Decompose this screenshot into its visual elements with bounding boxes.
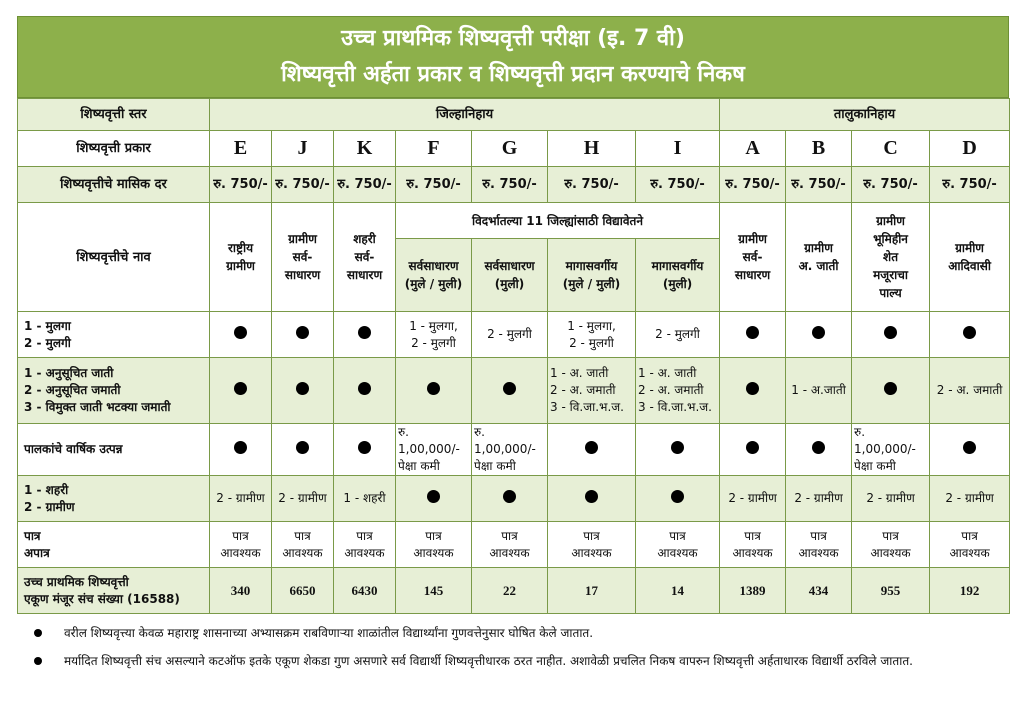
name-D: ग्रामीण आदिवासी xyxy=(930,203,1010,312)
eligible-F: पात्र आवश्यक xyxy=(396,522,472,568)
rate-K: रु. 750/- xyxy=(334,167,396,203)
name-A: ग्रामीण सर्व- साधारण xyxy=(720,203,786,312)
gender-row xyxy=(18,312,1010,358)
dot-icon xyxy=(503,490,516,503)
bullet-icon xyxy=(34,657,42,665)
area-F xyxy=(396,476,472,522)
income-K xyxy=(334,424,396,476)
caste-C xyxy=(852,358,930,424)
criteria-table xyxy=(17,98,1010,614)
area-G xyxy=(472,476,548,522)
dot-icon xyxy=(234,326,247,339)
caste-F xyxy=(396,358,472,424)
name-row-top xyxy=(18,203,1010,239)
bullet-icon xyxy=(34,629,42,637)
note-2-text: मर्यादित शिष्यवृत्ती संच असल्याने कटऑफ इतके एकूण शेकडा गुण असणारे सर्व विद्यार्थी शिष्यवृत्तीधारक ठरत नाहीत. अशावेळी प्रचलित निकष वापरुन शिष्यवृत्ती अर्हताधारक विद्यार्थी ठरविले जातात. xyxy=(64,654,913,668)
area-I xyxy=(636,476,720,522)
caste-label: 1 - अनुसूचित जाती 2 - अनुसूचित जमाती 3 - विमुक्त जाती भटक्या जमाती xyxy=(18,358,210,424)
income-F: रु. 1,00,000/- पेक्षा कमी xyxy=(396,424,472,476)
rate-F: रु. 750/- xyxy=(396,167,472,203)
name-I: मागासवर्गीय (मुली) xyxy=(636,239,720,312)
dot-icon xyxy=(884,326,897,339)
gender-B xyxy=(786,312,852,358)
income-E xyxy=(210,424,272,476)
dot-icon xyxy=(358,382,371,395)
income-J xyxy=(272,424,334,476)
rate-label: शिष्यवृत्तीचे मासिक दर xyxy=(18,167,210,203)
name-C: ग्रामीण भूमिहीन शेत मजूराचा पाल्य xyxy=(852,203,930,312)
dot-icon xyxy=(358,441,371,454)
dot-icon xyxy=(812,326,825,339)
type-row xyxy=(18,131,1010,167)
caste-B: 1 - अ.जाती xyxy=(786,358,852,424)
level-row xyxy=(18,99,1010,131)
name-F: सर्वसाधारण (मुले / मुली) xyxy=(396,239,472,312)
rate-E: रु. 750/- xyxy=(210,167,272,203)
caste-A xyxy=(720,358,786,424)
level-label: शिष्यवृत्ती स्तर xyxy=(18,99,210,131)
dot-icon xyxy=(427,490,440,503)
type-I: I xyxy=(636,131,720,167)
area-row xyxy=(18,476,1010,522)
sets-K: 6430 xyxy=(334,568,396,614)
sets-row xyxy=(18,568,1010,614)
area-B: 2 - ग्रामीण xyxy=(786,476,852,522)
name-K: शहरी सर्व- साधारण xyxy=(334,203,396,312)
dot-icon xyxy=(746,326,759,339)
caste-G xyxy=(472,358,548,424)
area-A: 2 - ग्रामीण xyxy=(720,476,786,522)
type-J: J xyxy=(272,131,334,167)
dot-icon xyxy=(963,326,976,339)
eligible-K: पात्र आवश्यक xyxy=(334,522,396,568)
type-K: K xyxy=(334,131,396,167)
income-I xyxy=(636,424,720,476)
income-A xyxy=(720,424,786,476)
rate-J: रु. 750/- xyxy=(272,167,334,203)
scholarship-sheet xyxy=(17,16,1009,614)
gender-D xyxy=(930,312,1010,358)
caste-K xyxy=(334,358,396,424)
eligible-C: पात्र आवश्यक xyxy=(852,522,930,568)
income-row xyxy=(18,424,1010,476)
caste-row xyxy=(18,358,1010,424)
rate-C: रु. 750/- xyxy=(852,167,930,203)
dot-icon xyxy=(671,490,684,503)
area-J: 2 - ग्रामीण xyxy=(272,476,334,522)
sheet-title xyxy=(17,16,1009,98)
rate-I: रु. 750/- xyxy=(636,167,720,203)
gender-label: 1 - मुलगा 2 - मुलगी xyxy=(18,312,210,358)
dot-icon xyxy=(746,441,759,454)
eligible-I: पात्र आवश्यक xyxy=(636,522,720,568)
income-C: रु. 1,00,000/- पेक्षा कमी xyxy=(852,424,930,476)
eligible-label: पात्र अपात्र xyxy=(18,522,210,568)
income-label: पालकांचे वार्षिक उत्पन्न xyxy=(18,424,210,476)
sets-H: 17 xyxy=(548,568,636,614)
name-label: शिष्यवृत्तीचे नाव xyxy=(18,203,210,312)
name-H: मागासवर्गीय (मुले / मुली) xyxy=(548,239,636,312)
type-A: A xyxy=(720,131,786,167)
name-B: ग्रामीण अ. जाती xyxy=(786,203,852,312)
sets-J: 6650 xyxy=(272,568,334,614)
rate-H: रु. 750/- xyxy=(548,167,636,203)
eligible-J: पात्र आवश्यक xyxy=(272,522,334,568)
note-2 xyxy=(30,650,1000,672)
caste-I: 1 - अ. जाती 2 - अ. जमाती 3 - वि.जा.भ.ज. xyxy=(636,358,720,424)
sets-E: 340 xyxy=(210,568,272,614)
rate-D: रु. 750/- xyxy=(930,167,1010,203)
dot-icon xyxy=(585,490,598,503)
dot-icon xyxy=(234,441,247,454)
rate-row xyxy=(18,167,1010,203)
type-D: D xyxy=(930,131,1010,167)
rate-A: रु. 750/- xyxy=(720,167,786,203)
name-E: राष्ट्रीय ग्रामीण xyxy=(210,203,272,312)
title-line-2: शिष्यवृत्ती अर्हता प्रकार व शिष्यवृत्ती प्रदान करण्याचे निकष xyxy=(281,62,745,87)
sets-B: 434 xyxy=(786,568,852,614)
gender-C xyxy=(852,312,930,358)
taluka-level: तालुकानिहाय xyxy=(720,99,1010,131)
income-D xyxy=(930,424,1010,476)
sets-G: 22 xyxy=(472,568,548,614)
gender-I: 2 - मुलगी xyxy=(636,312,720,358)
eligible-B: पात्र आवश्यक xyxy=(786,522,852,568)
vidarbha-header: विदर्भातल्या 11 जिल्ह्यांसाठी विद्यावेतने xyxy=(396,203,720,239)
caste-J xyxy=(272,358,334,424)
dot-icon xyxy=(963,441,976,454)
gender-K xyxy=(334,312,396,358)
dot-icon xyxy=(234,382,247,395)
name-J: ग्रामीण सर्व- साधारण xyxy=(272,203,334,312)
dot-icon xyxy=(671,441,684,454)
area-E: 2 - ग्रामीण xyxy=(210,476,272,522)
dot-icon xyxy=(296,326,309,339)
dot-icon xyxy=(427,382,440,395)
dot-icon xyxy=(884,382,897,395)
gender-F: 1 - मुलगा, 2 - मुलगी xyxy=(396,312,472,358)
gender-J xyxy=(272,312,334,358)
type-B: B xyxy=(786,131,852,167)
eligible-E: पात्र आवश्यक xyxy=(210,522,272,568)
note-1 xyxy=(30,622,1000,644)
income-B xyxy=(786,424,852,476)
type-C: C xyxy=(852,131,930,167)
rate-G: रु. 750/- xyxy=(472,167,548,203)
eligible-A: पात्र आवश्यक xyxy=(720,522,786,568)
gender-A xyxy=(720,312,786,358)
eligible-H: पात्र आवश्यक xyxy=(548,522,636,568)
type-E: E xyxy=(210,131,272,167)
gender-G: 2 - मुलगी xyxy=(472,312,548,358)
caste-D: 2 - अ. जमाती xyxy=(930,358,1010,424)
dot-icon xyxy=(812,441,825,454)
income-G: रु. 1,00,000/- पेक्षा कमी xyxy=(472,424,548,476)
sets-C: 955 xyxy=(852,568,930,614)
eligible-G: पात्र आवश्यक xyxy=(472,522,548,568)
dot-icon xyxy=(296,441,309,454)
eligible-D: पात्र आवश्यक xyxy=(930,522,1010,568)
note-1-text: वरील शिष्यवृत्त्या केवळ महाराष्ट्र शासनाच्या अभ्यासक्रम राबविणाऱ्या शाळांतील विद्यार्थ्यांना गुणवत्तेनुसार घोषित केले जातात. xyxy=(64,626,594,640)
notes xyxy=(30,622,1000,678)
title-line-1: उच्च प्राथमिक शिष्यवृत्ती परीक्षा (इ. 7 वी) xyxy=(341,26,685,51)
district-level: जिल्हानिहाय xyxy=(210,99,720,131)
name-G: सर्वसाधारण (मुली) xyxy=(472,239,548,312)
caste-H: 1 - अ. जाती 2 - अ. जमाती 3 - वि.जा.भ.ज. xyxy=(548,358,636,424)
type-H: H xyxy=(548,131,636,167)
area-H xyxy=(548,476,636,522)
type-F: F xyxy=(396,131,472,167)
area-C: 2 - ग्रामीण xyxy=(852,476,930,522)
dot-icon xyxy=(503,382,516,395)
area-label: 1 - शहरी 2 - ग्रामीण xyxy=(18,476,210,522)
income-H xyxy=(548,424,636,476)
type-label: शिष्यवृत्ती प्रकार xyxy=(18,131,210,167)
dot-icon xyxy=(358,326,371,339)
gender-H: 1 - मुलगा, 2 - मुलगी xyxy=(548,312,636,358)
caste-E xyxy=(210,358,272,424)
sets-label: उच्च प्राथमिक शिष्यवृत्ती एकूण मंजूर संच संख्या (16588) xyxy=(18,568,210,614)
type-G: G xyxy=(472,131,548,167)
dot-icon xyxy=(585,441,598,454)
rate-B: रु. 750/- xyxy=(786,167,852,203)
sets-D: 192 xyxy=(930,568,1010,614)
area-D: 2 - ग्रामीण xyxy=(930,476,1010,522)
sets-F: 145 xyxy=(396,568,472,614)
sets-I: 14 xyxy=(636,568,720,614)
eligible-row xyxy=(18,522,1010,568)
dot-icon xyxy=(296,382,309,395)
dot-icon xyxy=(746,382,759,395)
gender-E xyxy=(210,312,272,358)
area-K: 1 - शहरी xyxy=(334,476,396,522)
sets-A: 1389 xyxy=(720,568,786,614)
